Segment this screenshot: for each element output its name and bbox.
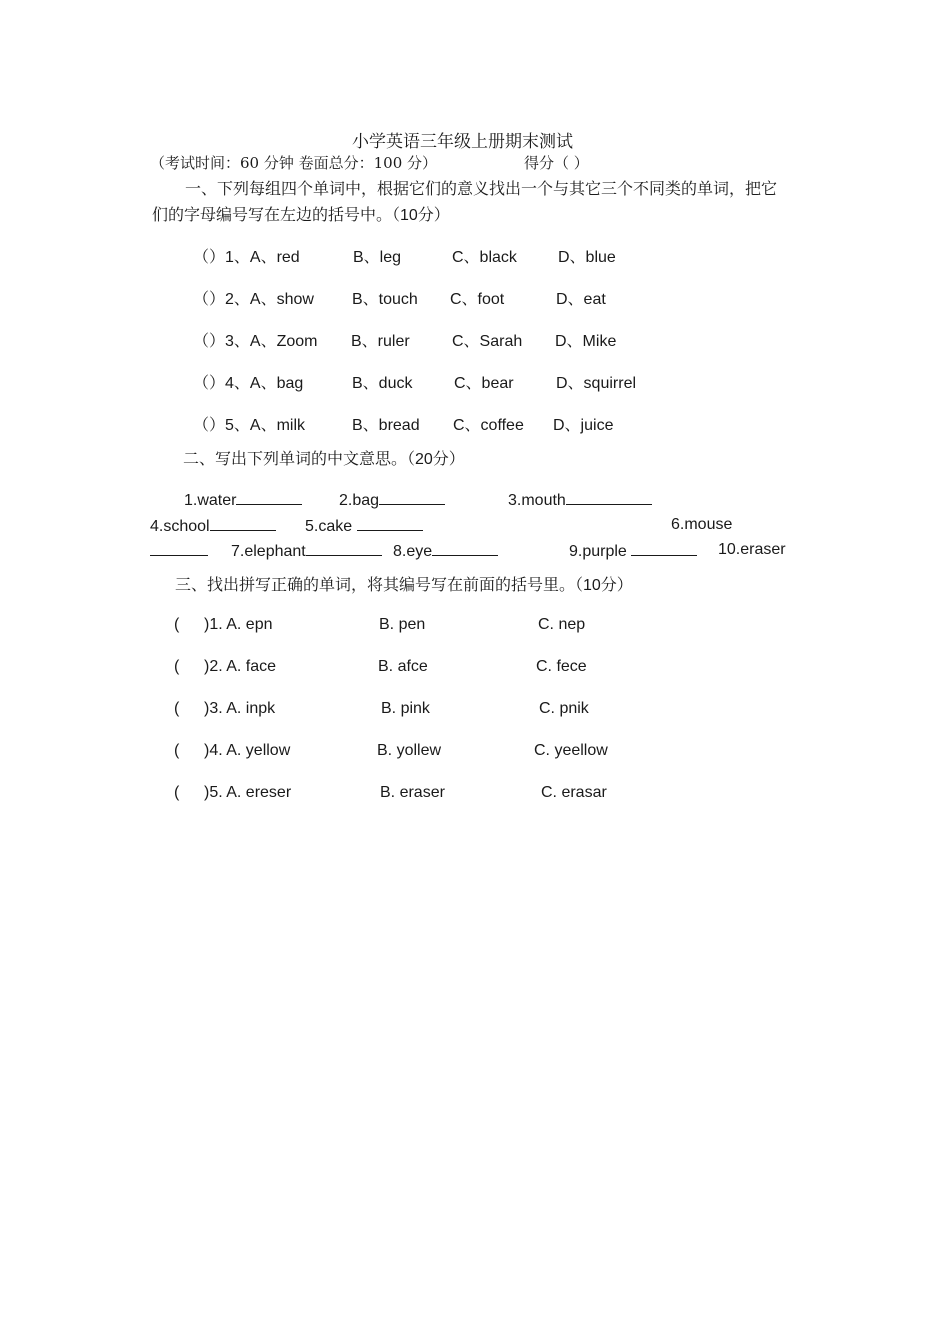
s2-word-3 bbox=[508, 490, 652, 510]
s2-word-8 bbox=[393, 541, 498, 561]
s2-word-6-label: 6.mouse bbox=[671, 516, 733, 533]
s2-word-6-blank bbox=[150, 541, 208, 561]
s2-word-3-label: 3.mouth bbox=[508, 492, 566, 509]
answer-blank[interactable] bbox=[150, 541, 208, 556]
score-field: 得分（ ） bbox=[524, 154, 589, 172]
s2-word-5-label: 5.cake bbox=[305, 518, 353, 535]
s2-word-4 bbox=[150, 516, 276, 536]
s1-q1-a: （）1、A、red bbox=[193, 249, 300, 266]
s1-q5-d: D、juice bbox=[553, 417, 614, 434]
s1-q1-b: B、leg bbox=[353, 249, 402, 266]
s3-q5-paren: ( bbox=[174, 784, 180, 801]
s1-q1-d: D、blue bbox=[558, 249, 616, 266]
s1-q2-b: B、touch bbox=[352, 291, 418, 308]
answer-blank[interactable] bbox=[236, 490, 302, 505]
s1-q5-b: B、bread bbox=[352, 417, 420, 434]
s3-q1-paren: ( bbox=[174, 616, 180, 633]
s1-q5-a: （）5、A、milk bbox=[193, 417, 306, 434]
s3-q4-b: B. yollew bbox=[377, 742, 442, 759]
s3-q3-c: C. pnik bbox=[539, 700, 589, 717]
s2-word-7-label: 7.elephant bbox=[231, 543, 306, 560]
s2-word-1-label: 1.water bbox=[184, 492, 237, 509]
answer-blank[interactable] bbox=[357, 516, 423, 531]
s3-q4-c: C. yeellow bbox=[534, 742, 608, 759]
page-title: 小学英语三年级上册期末测试 bbox=[352, 132, 573, 152]
s1-q2-a: （）2、A、show bbox=[193, 291, 314, 308]
s1-q3-b: B、ruler bbox=[351, 333, 410, 350]
s3-q2-paren: ( bbox=[174, 658, 180, 675]
s3-q5-c: C. erasar bbox=[541, 784, 607, 801]
s3-q2-a: )2. A. face bbox=[204, 658, 277, 675]
s1-q3-a: （）3、A、Zoom bbox=[193, 333, 318, 350]
s2-word-4-label: 4.school bbox=[150, 518, 210, 535]
s3-q4-a: )4. A. yellow bbox=[204, 742, 291, 759]
s3-q1-b: B. pen bbox=[379, 616, 426, 633]
answer-blank[interactable] bbox=[379, 490, 445, 505]
s1-q4-a: （）4、A、bag bbox=[193, 375, 304, 392]
section2-heading: 二、写出下列单词的中文意思。（20分） bbox=[183, 451, 465, 468]
s2-word-7 bbox=[231, 541, 382, 561]
s3-q3-paren: ( bbox=[174, 700, 180, 717]
s1-q3-d: D、Mike bbox=[555, 333, 617, 350]
s2-word-2 bbox=[339, 490, 445, 510]
s2-word-9 bbox=[569, 541, 697, 561]
s1-q4-b: B、duck bbox=[352, 375, 413, 392]
s1-q4-c: C、bear bbox=[454, 375, 514, 392]
s3-q4-paren: ( bbox=[174, 742, 180, 759]
s3-q5-a: )5. A. ereser bbox=[204, 784, 292, 801]
answer-blank[interactable] bbox=[631, 541, 697, 556]
s1-q2-c: C、foot bbox=[450, 291, 505, 308]
s3-q3-a: )3. A. inpk bbox=[204, 700, 276, 717]
s2-word-2-label: 2.bag bbox=[339, 492, 380, 509]
section1-heading: 一、下列每组四个单词中，根据它们的意义找出一个与其它三个不同类的单词，把它 bbox=[185, 181, 778, 198]
section1-heading-cont: 们的字母编号写在左边的括号中。（10分） bbox=[152, 207, 450, 224]
s3-q2-b: B. afce bbox=[378, 658, 428, 675]
answer-blank[interactable] bbox=[306, 541, 382, 556]
s2-word-8-label: 8.eye bbox=[393, 543, 433, 560]
s3-q2-c: C. fece bbox=[536, 658, 587, 675]
s2-word-1 bbox=[184, 490, 302, 510]
s1-q1-c: C、black bbox=[452, 249, 517, 266]
s2-word-10-label: 10.eraser bbox=[718, 541, 786, 558]
s2-word-5 bbox=[305, 516, 423, 536]
s1-q5-c: C、coffee bbox=[453, 417, 524, 434]
answer-blank[interactable] bbox=[432, 541, 498, 556]
s3-q3-b: B. pink bbox=[381, 700, 430, 717]
s3-q5-b: B. eraser bbox=[380, 784, 445, 801]
s1-q3-c: C、Sarah bbox=[452, 333, 523, 350]
s3-q1-c: C. nep bbox=[538, 616, 586, 633]
exam-info: （考试时间：60 分钟 卷面总分：100 分） bbox=[150, 154, 438, 172]
s1-q4-d: D、squirrel bbox=[556, 375, 637, 392]
answer-blank[interactable] bbox=[210, 516, 276, 531]
section3-heading: 三、找出拼写正确的单词，将其编号写在前面的括号里。（10分） bbox=[175, 577, 633, 594]
s2-word-9-label: 9.purple bbox=[569, 543, 627, 560]
s3-q1-a: )1. A. epn bbox=[204, 616, 273, 633]
s1-q2-d: D、eat bbox=[556, 291, 606, 308]
answer-blank[interactable] bbox=[566, 490, 652, 505]
